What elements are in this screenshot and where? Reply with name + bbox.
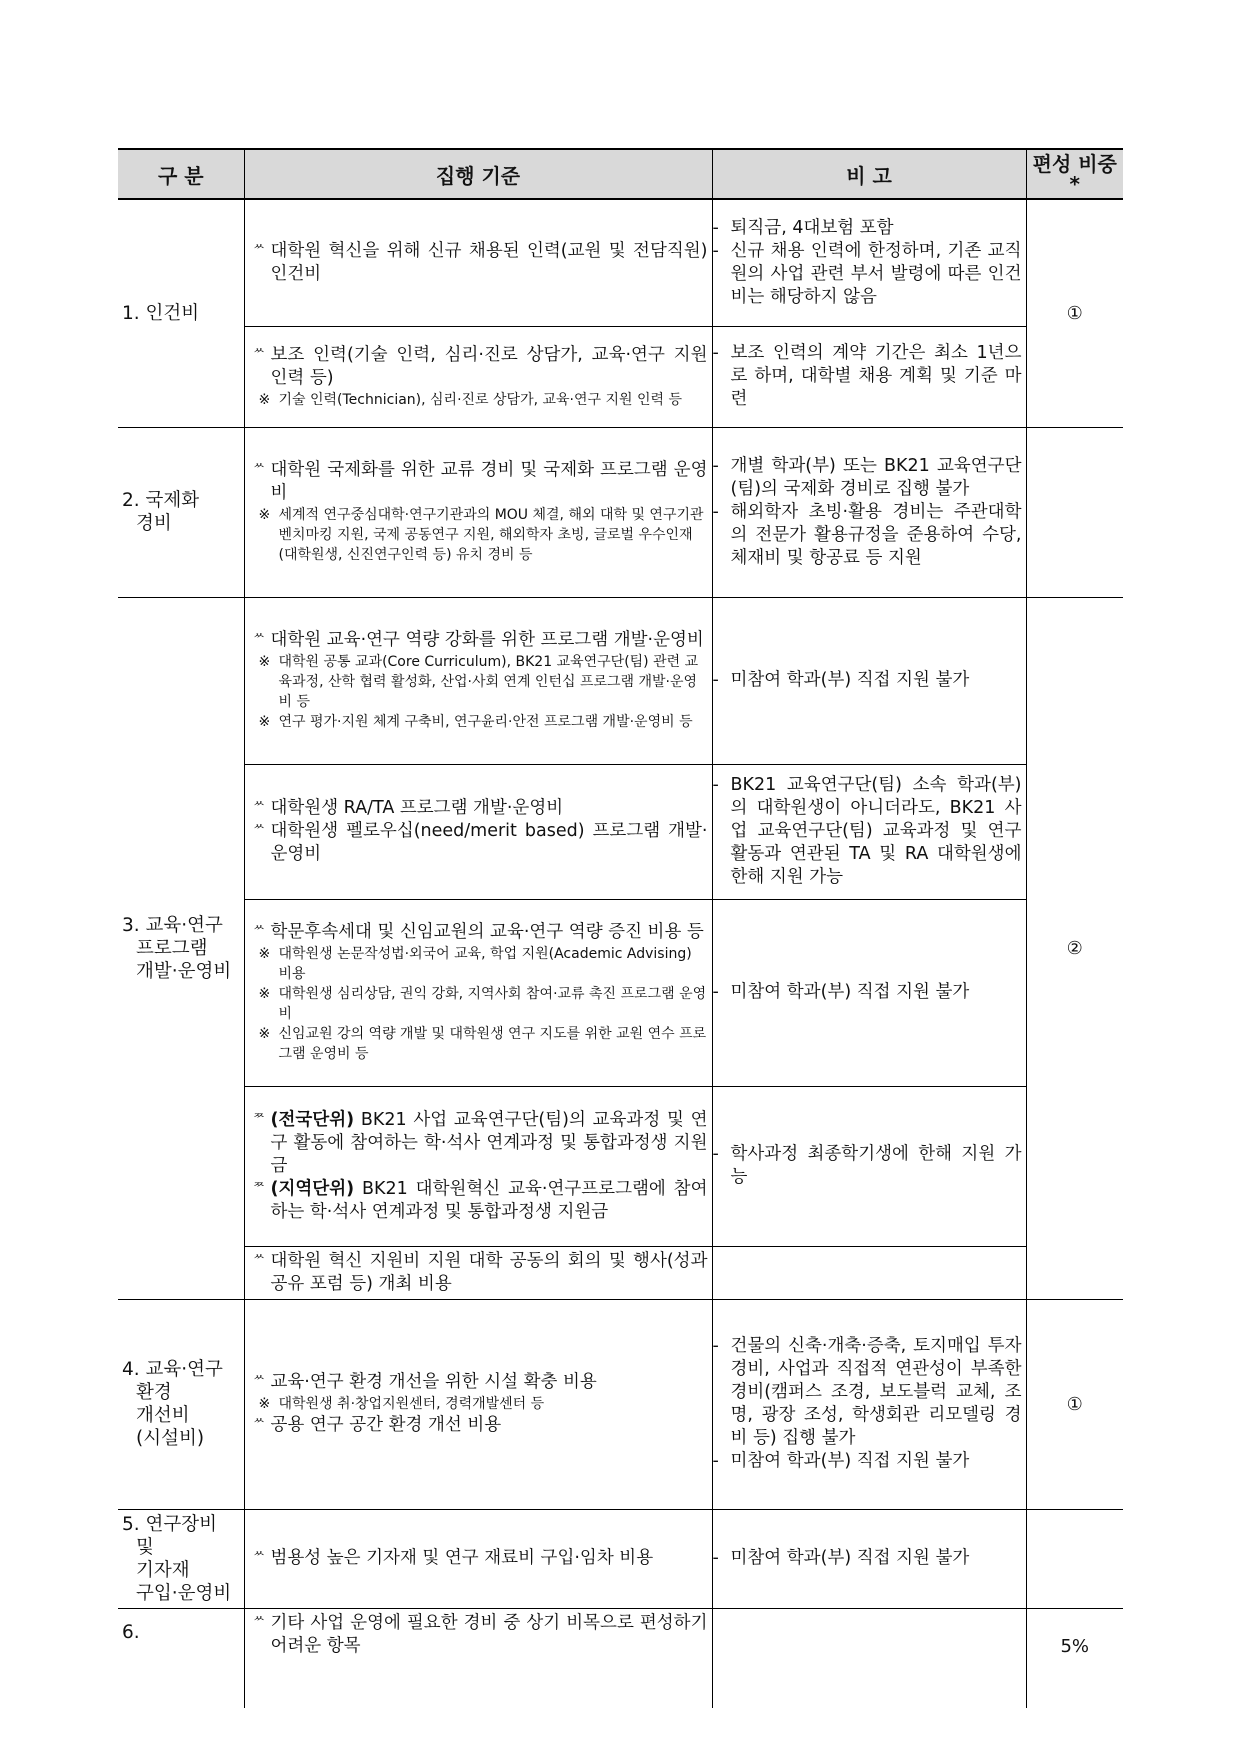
- criteria-item: ᄊ 대학원 국제화를 위한 교류 경비 및 국제화 프로그램 운영비: [252, 460, 708, 503]
- weight-value: 5%: [1060, 1635, 1090, 1657]
- criteria-cell: [244, 899, 712, 1086]
- category-label: 1. 인건비: [122, 302, 200, 324]
- criteria-cell: [244, 326, 712, 427]
- bullet-icon: ᄊ: [252, 633, 266, 648]
- category-cell: 2. 국제화 경비: [118, 427, 244, 597]
- criteria-note: ※ 기술 인력(Technician), 심리·진로 상담가, 교육·연구 지원 인력 등: [258, 391, 683, 408]
- remarks-cell: [712, 1608, 1026, 1708]
- double-bullet-icon: ᄍ: [252, 1112, 266, 1128]
- weight-cell: [1026, 1608, 1123, 1708]
- reference-mark-icon: ※: [258, 1396, 271, 1412]
- weight-cell: [1026, 1509, 1123, 1608]
- remark-item: - 미참여 학과(부) 직접 지원 불가: [712, 670, 970, 690]
- criteria-item: ᄍ (전국단위) BK21 사업 교육연구단(팀)의 교육과정 및 연구 활동에 참여하는 학·석사 연계과정 및 통합과정생 지원금: [252, 1109, 708, 1176]
- remarks-cell: [712, 427, 1026, 597]
- criteria-note: ※ 대학원생 취·창업지원센터, 경력개발센터 등: [258, 1396, 545, 1412]
- category-cell: [118, 199, 244, 427]
- reference-mark-icon: ※: [258, 986, 271, 1002]
- criteria-item: ᄊ 대학원 교육·연구 역량 강화를 위한 프로그램 개발·운영비: [252, 630, 704, 650]
- criteria-item: ᄊ 공용 연구 공간 환경 개선 비용: [252, 1415, 502, 1435]
- remarks-cell: [712, 1246, 1026, 1299]
- bullet-icon: ᄊ: [252, 1375, 266, 1390]
- criteria-item: ᄍ (지역단위) BK21 대학원혁신 교육·연구프로그램에 참여하는 학·석사 연계과정 및 통합과정생 지원금: [252, 1178, 708, 1222]
- weight-value: ①: [1066, 302, 1083, 324]
- header-row: [118, 149, 1123, 199]
- criteria-cell: [244, 597, 712, 764]
- criteria-item: ᄊ 보조 인력(기술 인력, 심리·진로 상담가, 교육·연구 지원 인력 등): [252, 344, 708, 388]
- table-row: [118, 427, 1123, 597]
- criteria-note: ※ 대학원 공통 교과(Core Curriculum), BK21 교육연구단(팀) 관련 교육과정, 산학 협력 활성화, 산업·사회 연계 인턴십 프로그램 개발·운영비 등: [258, 654, 699, 710]
- remarks-cell: [712, 764, 1026, 899]
- bullet-icon: ᄊ: [252, 1253, 266, 1269]
- reference-mark-icon: ※: [258, 714, 271, 730]
- reference-mark-icon: ※: [258, 946, 271, 962]
- remark-item: - 개별 학과(부) 또는 BK21 교육연구단(팀)의 국제화 경비로 집행 불가: [712, 455, 1022, 499]
- bullet-icon: ᄊ: [252, 243, 266, 259]
- table-row: [118, 1608, 1123, 1708]
- category-cell: 6.: [118, 1608, 244, 1708]
- weight-cell: [1026, 597, 1123, 1299]
- remarks-cell: [712, 199, 1026, 326]
- remarks-cell: [712, 1509, 1026, 1608]
- criteria-note: ※ 세계적 연구중심대학·연구기관과의 MOU 체결, 해외 대학 및 연구기관 벤치마킹 지원, 국제 공동연구 지원, 해외학자 초빙, 글로벌 우수인재(대학원생, 신진연구인력 등) 유치 경비 등: [258, 507, 704, 563]
- remark-item: - 학사과정 최종학기생에 한해 지원 가능: [712, 1144, 1022, 1187]
- criteria-cell: [244, 1299, 712, 1509]
- remark-item: - 신규 채용 인력에 한정하며, 기존 교직원의 사업 관련 부서 발령에 따른 인건비는 해당하지 않음: [712, 240, 1022, 307]
- table-row: [118, 1086, 1123, 1246]
- header-weight: [1026, 149, 1123, 199]
- criteria-note: ※ 대학원생 논문작성법·외국어 교육, 학업 지원(Academic Advising) 비용: [258, 946, 692, 982]
- weight-value: ②: [1066, 937, 1083, 959]
- criteria-cell: [244, 1086, 712, 1246]
- criteria-item: ᄊ 대학원 혁신을 위해 신규 채용된 인력(교원 및 전담직원) 인건비: [252, 240, 708, 284]
- bullet-icon: ᄊ: [252, 1551, 266, 1566]
- table-row: [118, 764, 1123, 899]
- budget-table: [118, 148, 1123, 1708]
- criteria-note: ※ 대학원생 심리상담, 권익 강화, 지역사회 참여·교류 촉진 프로그램 운영비: [258, 986, 707, 1022]
- criteria-cell: [244, 1509, 712, 1608]
- bullet-icon: ᄊ: [252, 1615, 266, 1631]
- header-weight-asterisk: *: [1069, 172, 1080, 196]
- weight-cell: [1026, 1299, 1123, 1509]
- header-remarks: 비 고: [712, 149, 1026, 199]
- remark-item: - 미참여 학과(부) 직접 지원 불가: [712, 982, 970, 1002]
- bullet-icon: ᄊ: [252, 463, 266, 478]
- criteria-item: ᄊ 기타 사업 운영에 필요한 경비 중 상기 비목으로 편성하기 어려운 항목: [252, 1612, 708, 1656]
- table-row: [118, 1246, 1123, 1299]
- remarks-cell: [712, 597, 1026, 764]
- weight-value: ①: [1066, 1393, 1083, 1415]
- remarks-cell: [712, 326, 1026, 427]
- remark-item: - 퇴직금, 4대보험 포함: [712, 217, 894, 238]
- criteria-item: ᄊ 대학원 혁신 지원비 지원 대학 공동의 회의 및 행사(성과 공유 포럼 등) 개최 비용: [252, 1250, 708, 1294]
- remarks-cell: [712, 1299, 1026, 1509]
- reference-mark-icon: ※: [258, 391, 271, 408]
- remarks-cell: [712, 899, 1026, 1086]
- category-cell: 3. 교육·연구 프로그램 개발·운영비: [118, 597, 244, 1299]
- remark-item: - 보조 인력의 계약 기간은 최소 1년으로 하며, 대학별 채용 계획 및 기준 마련: [712, 343, 1022, 409]
- reference-mark-icon: ※: [258, 654, 271, 670]
- remark-item: - 해외학자 초빙·활용 경비는 주관대학의 전문가 활용규정을 준용하여 수당, 체재비 및 항공료 등 지원: [712, 501, 1022, 568]
- criteria-note: ※ 연구 평가·지원 체계 구축비, 연구윤리·안전 프로그램 개발·운영비 등: [258, 714, 693, 730]
- header-criteria: 집행 기준: [244, 149, 712, 199]
- bullet-icon: ᄊ: [252, 824, 266, 839]
- table-row: [118, 1509, 1123, 1608]
- weight-cell: [1026, 427, 1123, 597]
- remark-item: - 건물의 신축·개축·증축, 토지매입 투자경비, 사업과 직접적 연관성이 부족한 경비(캠퍼스 조경, 보도블럭 교체, 조명, 광장 조성, 학생회관 리모델링 경비 등) 집행 불가: [712, 1336, 1022, 1448]
- weight-cell: [1026, 199, 1123, 427]
- criteria-cell: [244, 199, 712, 326]
- criteria-item: ᄊ 학문후속세대 및 신임교원의 교육·연구 역량 증진 비용 등: [252, 922, 704, 942]
- reference-mark-icon: ※: [258, 507, 271, 523]
- table-row: [118, 326, 1123, 427]
- criteria-item: ᄊ 교육·연구 환경 개선을 위한 시설 확충 비용: [252, 1372, 597, 1392]
- criteria-cell: [244, 1608, 712, 1708]
- bullet-icon: ᄊ: [252, 801, 266, 816]
- category-cell: 5. 연구장비 및 기자재 구입·운영비: [118, 1509, 244, 1608]
- criteria-note: ※ 신임교원 강의 역량 개발 및 대학원생 연구 지도를 위한 교원 연수 프로그램 운영비 등: [258, 1026, 707, 1062]
- remark-item: - BK21 교육연구단(팀) 소속 학과(부)의 대학원생이 아니더라도, BK21 사업 교육연구단(팀) 교육과정 및 연구 활동과 연관된 TA 및 RA 대학원생에 한해 지원 가능: [712, 775, 1022, 887]
- category-cell: 4. 교육·연구 환경 개선비 (시설비): [118, 1299, 244, 1509]
- criteria-item: ᄊ 대학원생 RA/TA 프로그램 개발·운영비: [252, 798, 564, 818]
- criteria-cell: [244, 764, 712, 899]
- bullet-icon: ᄊ: [252, 925, 266, 940]
- criteria-item: ᄊ 대학원생 펠로우십(need/merit based) 프로그램 개발·운영비: [252, 821, 708, 864]
- bullet-icon: ᄊ: [252, 1418, 266, 1433]
- table-row: [118, 199, 1123, 326]
- table-row: [118, 1299, 1123, 1509]
- remark-item: - 미참여 학과(부) 직접 지원 불가: [712, 1451, 970, 1471]
- table-row: [118, 899, 1123, 1086]
- criteria-item: ᄊ 범용성 높은 기자재 및 연구 재료비 구입·임차 비용: [252, 1548, 654, 1568]
- criteria-cell: [244, 1246, 712, 1299]
- remarks-cell: [712, 1086, 1026, 1246]
- criteria-cell: [244, 427, 712, 597]
- reference-mark-icon: ※: [258, 1026, 271, 1042]
- table-row: [118, 597, 1123, 764]
- remark-item: - 미참여 학과(부) 직접 지원 불가: [712, 1548, 970, 1568]
- header-category: 구 분: [118, 149, 244, 199]
- header-weight-label: 편성 비중: [1032, 152, 1117, 176]
- bullet-icon: ᄊ: [252, 347, 266, 363]
- double-bullet-icon: ᄍ: [252, 1181, 266, 1197]
